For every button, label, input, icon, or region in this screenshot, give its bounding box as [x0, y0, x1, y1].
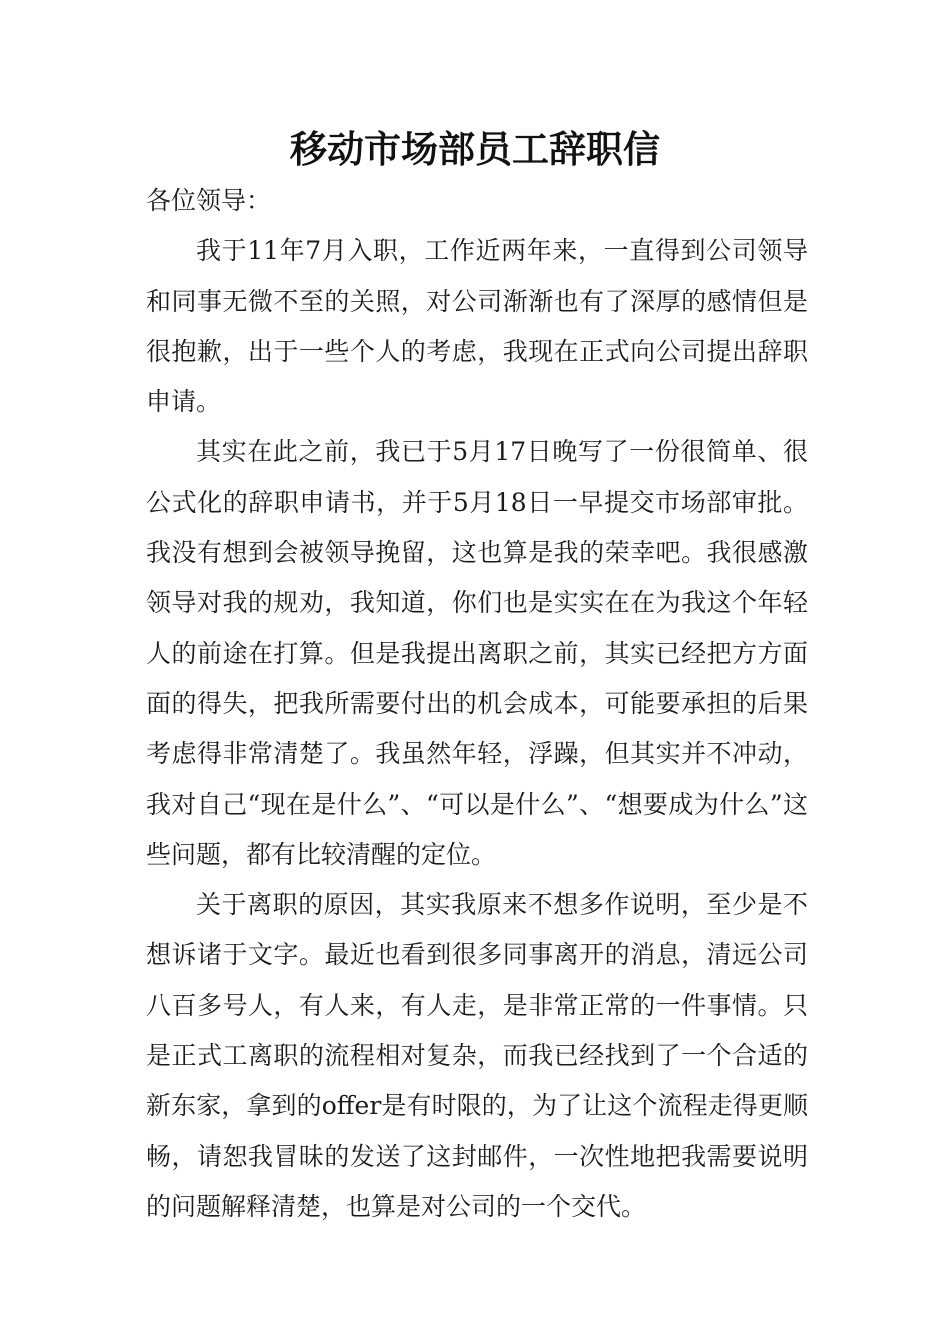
paragraph-2: 其实在此之前，我已于5月17日晚写了一份很简单、很公式化的辞职申请书，并于5月18日一早提交市场部审批。我没有想到会被领导挽留，这也算是我的荣幸吧。我很感激领导对我的规劝，我知道，你们也是实实在在为我这个年轻人的前途在打算。但是我提出离职之前，其实已经把方方面面的得失，把我所需要付出的机会成本，可能要承担的后果考虑得非常清楚了。我虽然年轻，浮躁，但其实并不冲动，我对自己“现在是什么”、“可以是什么”、“想要成为什么”这些问题，都有比较清醒的定位。 [146, 437, 808, 869]
paragraph-1: 我于11年7月入职，工作近两年来，一直得到公司领导和同事无微不至的关照，对公司渐渐也有了深厚的感情但是很抱歉，出于一些个人的考虑，我现在正式向公司提出辞职申请。 [146, 236, 808, 417]
salutation: 各位领导： [146, 186, 272, 215]
letter-body [146, 176, 808, 1232]
document-title: 移动市场部员工辞职信 [290, 128, 660, 171]
paragraph-3: 关于离职的原因，其实我原来不想多作说明，至少是不想诉诸于文字。最近也看到很多同事离开的消息，清远公司八百多号人，有人来，有人走，是非常正常的一件事情。只是正式工离职的流程相对复杂，而我已经找到了一个合适的新东家，拿到的offer是有时限的，为了让这个流程走得更顺畅，请恕我冒昧的发送了这封邮件，一次性地把我需要说明的问题解释清楚，也算是对公司的一个交代。 [146, 890, 808, 1221]
